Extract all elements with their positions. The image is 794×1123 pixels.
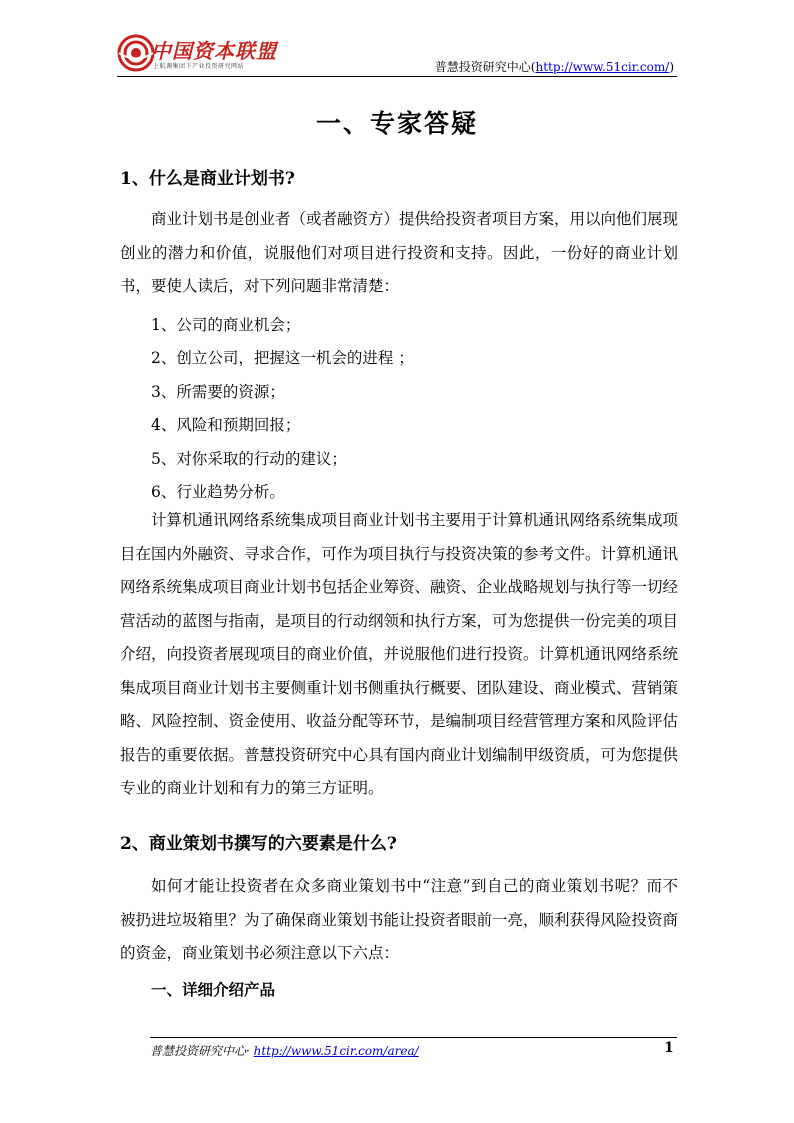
section1-heading: 1、什么是商业计划书? bbox=[120, 169, 295, 189]
logo-subtitle: 上航调集团下产业投资研究网站 bbox=[153, 63, 245, 70]
header-site bbox=[435, 58, 674, 75]
logo bbox=[117, 34, 287, 74]
list-item: 1、公司的商业机会； bbox=[151, 316, 301, 334]
footer-divider bbox=[150, 1037, 677, 1038]
header-divider bbox=[117, 76, 677, 77]
list-item: 4、风险和预期回报； bbox=[151, 416, 301, 434]
page-title: 一、专家答疑 bbox=[315, 109, 478, 138]
logo-swirl-icon bbox=[117, 34, 155, 72]
section2-subheading: 一、详细介绍产品 bbox=[151, 980, 276, 999]
header-site-suffix: ) bbox=[669, 60, 674, 74]
footer-link[interactable]: http://www.51cir.com/area/ bbox=[253, 1044, 419, 1058]
footer bbox=[150, 1042, 419, 1059]
footer-org: 普慧投资研究中心· bbox=[150, 1044, 250, 1058]
list-item: 5、对你采取的行动的建议； bbox=[151, 450, 347, 468]
section2-heading: 2、商业策划书撰写的六要素是什么? bbox=[120, 834, 397, 854]
section1-body: 计算机通讯网络系统集成项目商业计划书主要用于计算机通讯网络系统集成项目在国内外融资、寻求合作，可作为项目执行与投资决策的参考文件。计算机通讯网络系统集成项目商业计划书包括企业筹资、融资、企业战略规划与执行等一切经营活动的蓝图与指南，是项目的行动纲领和执行方案，可为您提供一份完美的项目介绍，向投资者展现项目的商业价值，并说服他们进行投资。计算机通讯网络系统集成项目商业计划书主要侧重计划书侧重执行概要、团队建设、商业模式、营销策略、风险控制、资金使用、收益分配等环节，是编制项目经营管理方案和风险评估报告的重要依据。普慧投资研究中心具有国内商业计划编制甲级资质，可为您提供专业的商业计划和有力的第三方证明。 bbox=[120, 511, 679, 797]
section2-intro: 如何才能让投资者在众多商业策划书中“注意”到自己的商业策划书呢？而不被扔进垃圾箱里？为了确保商业策划书能让投资者眼前一亮，顺利获得风险投资商的资金，商业策划书必须注意以下六点： bbox=[120, 877, 679, 962]
list-item: 3、所需要的资源； bbox=[151, 383, 285, 401]
list-item: 2、创立公司，把握这一机会的进程 ； bbox=[151, 349, 414, 367]
header-site-prefix: 普慧投资研究中心( bbox=[434, 60, 536, 74]
section1-intro: 商业计划书是创业者（或者融资方）提供给投资者项目方案，用以向他们展现创业的潜力和价值，说服他们对项目进行投资和支持。因此，一份好的商业计划书，要使人读后，对下列问题非常清楚： bbox=[120, 210, 679, 295]
logo-text: 中国资本联盟 bbox=[151, 39, 277, 63]
header-site-link[interactable]: http://www.51cir.com/ bbox=[535, 60, 670, 74]
page-number: 1 bbox=[664, 1040, 674, 1056]
list-item: 6、行业趋势分析。 bbox=[151, 483, 285, 501]
